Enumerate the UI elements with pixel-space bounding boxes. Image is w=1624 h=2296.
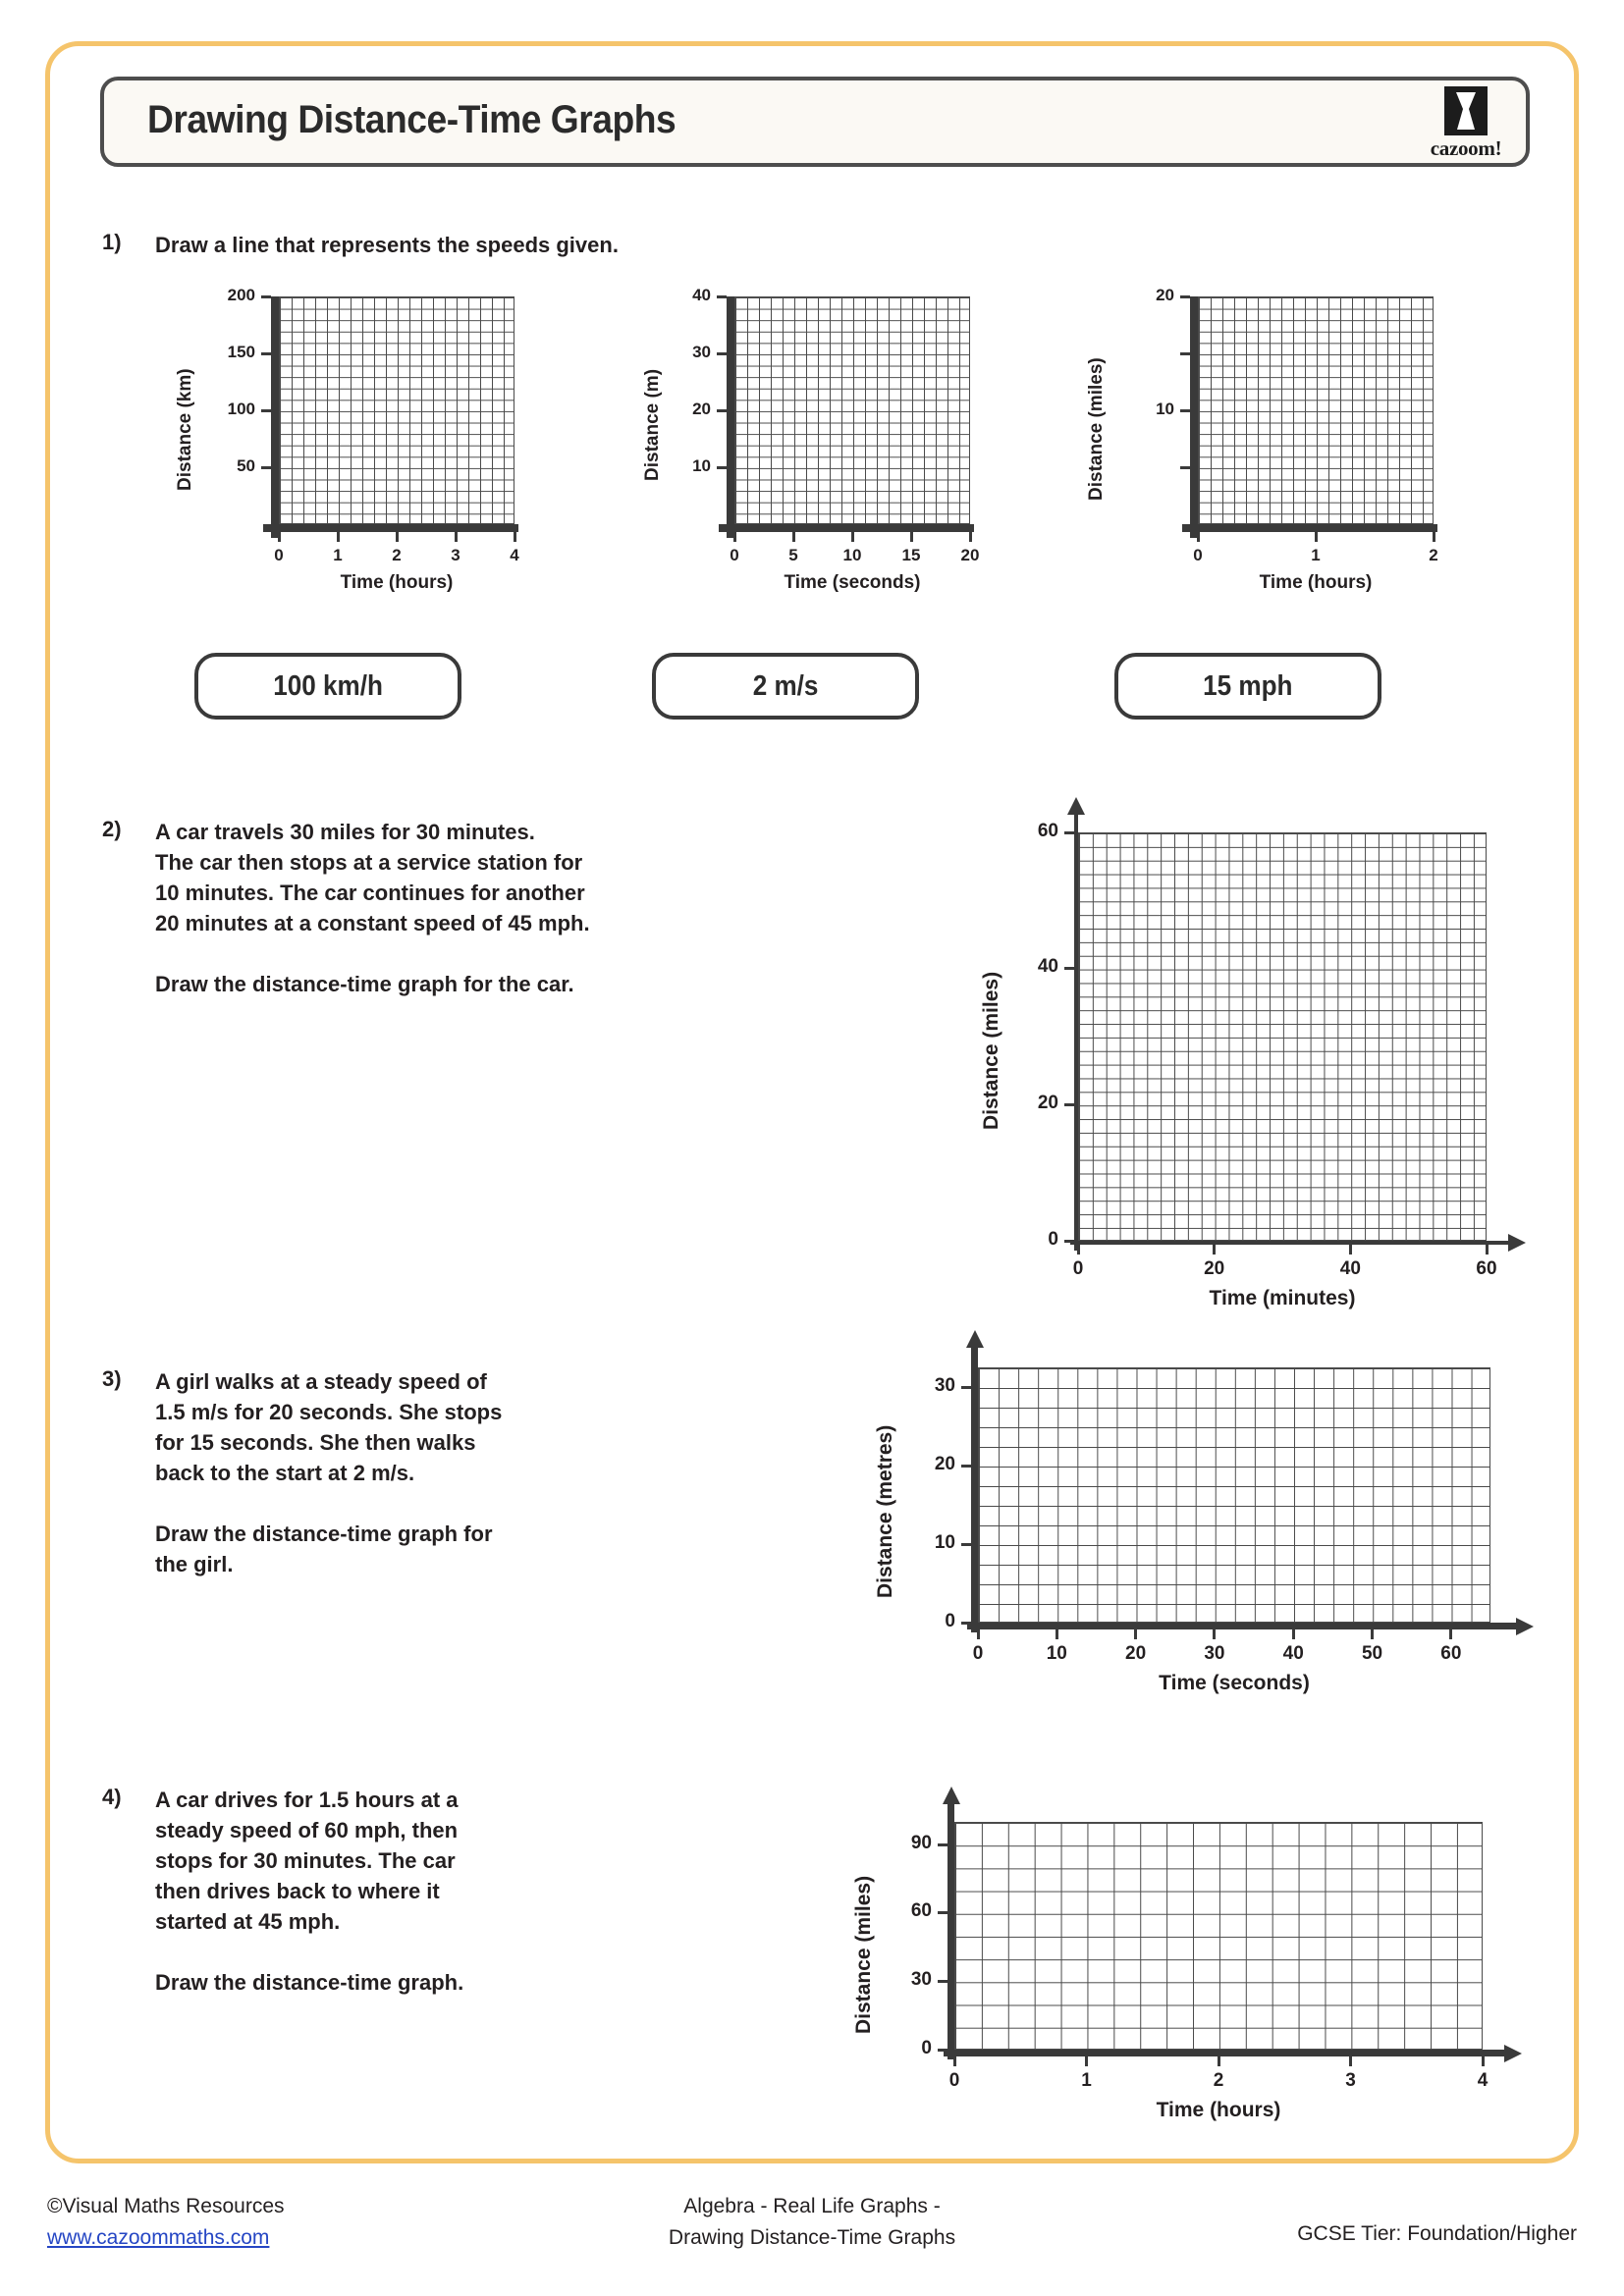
y-tick [717, 352, 727, 355]
x-axis-line [263, 524, 518, 532]
speed-pill-1-label: 100 km/h [273, 669, 383, 702]
y-tick-label: 20 [1037, 1092, 1058, 1113]
x-tick-label: 50 [1361, 1643, 1383, 1664]
x-axis-title: Time (seconds) [784, 572, 921, 593]
y-tick-label: 40 [1037, 956, 1058, 978]
footer-topic-line-1: Algebra - Real Life Graphs - [683, 2195, 941, 2217]
x-tick-label: 10 [842, 546, 862, 564]
y-tick-label: 10 [692, 455, 711, 475]
x-axis-line [719, 524, 974, 532]
y-axis-arrow-icon [1067, 797, 1085, 815]
question-2-line: The car then stops at a service station for [155, 850, 583, 875]
graph-q3 [862, 1320, 1549, 1729]
x-axis-title: Time (minutes) [1209, 1287, 1356, 1309]
y-axis-title: Distance (miles) [980, 971, 1002, 1130]
question-4-blank [155, 1937, 646, 1967]
x-tick [953, 2056, 956, 2066]
question-4-line: then drives back to where it [155, 1879, 440, 1903]
x-axis-title: Time (hours) [1156, 2099, 1281, 2121]
x-axis-title: Time (hours) [1259, 572, 1373, 593]
footer-tier: GCSE Tier: Foundation/Higher [1297, 2222, 1577, 2245]
y-tick [938, 1980, 947, 1983]
x-tick-label: 2 [392, 546, 402, 564]
y-tick [1064, 967, 1074, 970]
x-tick [396, 532, 399, 542]
graph-q1-b [628, 285, 1009, 613]
x-tick [1085, 2056, 1088, 2066]
question-3-line: 1.5 m/s for 20 seconds. She stops [155, 1400, 503, 1424]
x-tick-label: 0 [274, 546, 284, 564]
x-tick-label: 20 [960, 546, 980, 564]
graph-q1-c [1086, 285, 1473, 613]
x-tick-label: 2 [1429, 546, 1438, 564]
question-3-blank [155, 1488, 666, 1519]
speed-pill-2-label: 2 m/s [752, 669, 819, 702]
y-tick-label: 150 [227, 342, 255, 361]
question-2-blank [155, 938, 784, 969]
y-tick [1180, 466, 1190, 469]
x-tick [792, 532, 795, 542]
y-tick [1064, 1240, 1074, 1243]
x-tick [514, 532, 516, 542]
y-tick [261, 295, 271, 298]
x-tick [1134, 1629, 1137, 1639]
x-axis-line [967, 1623, 1516, 1629]
y-tick-label: 200 [227, 285, 255, 304]
plot-grid [734, 296, 970, 524]
x-tick-label: 2 [1213, 2070, 1224, 2091]
question-4-text [155, 1785, 646, 1998]
speed-pill-3 [1114, 653, 1381, 720]
y-tick [938, 1843, 947, 1846]
x-tick-label: 0 [1072, 1258, 1084, 1279]
x-tick [969, 532, 972, 542]
x-tick [455, 532, 458, 542]
y-tick-label: 60 [910, 1900, 932, 1922]
y-axis-title: Distance (miles) [852, 1875, 875, 2034]
question-3-line: the girl. [155, 1552, 234, 1576]
x-tick [1349, 1245, 1352, 1255]
y-tick-label: 0 [921, 2037, 932, 2058]
y-tick [1064, 1103, 1074, 1106]
question-1-text [155, 230, 1039, 260]
y-tick-label: 50 [237, 455, 255, 475]
x-tick-label: 20 [1125, 1643, 1147, 1664]
logo-wordmark: cazoom! [1430, 136, 1502, 160]
y-tick-label: 30 [934, 1374, 955, 1396]
x-tick-label: 30 [1204, 1643, 1225, 1664]
question-3-line: A girl walks at a steady speed of [155, 1369, 487, 1394]
x-axis-arrow-icon [1504, 2045, 1522, 2062]
question-3-text [155, 1366, 666, 1579]
worksheet-header [100, 77, 1530, 167]
x-tick-label: 10 [1046, 1643, 1067, 1664]
y-tick [938, 2049, 947, 2052]
speed-pill-3-label: 15 mph [1203, 669, 1293, 702]
y-tick-label: 10 [1156, 399, 1174, 418]
y-tick-label: 20 [934, 1453, 955, 1474]
plot-grid [954, 1822, 1483, 2050]
x-tick [1292, 1629, 1295, 1639]
x-tick [1433, 532, 1435, 542]
question-1-line: Draw a line that represents the speeds given. [155, 233, 619, 257]
plot-grid [1198, 296, 1434, 524]
hourglass-icon [1444, 86, 1488, 135]
y-tick-label: 0 [1048, 1228, 1058, 1250]
footer-center [669, 2191, 955, 2254]
y-tick-label: 10 [934, 1531, 955, 1553]
x-tick-label: 4 [510, 546, 519, 564]
y-tick-label: 40 [692, 285, 711, 304]
y-axis-title: Distance (metres) [874, 1424, 896, 1598]
y-tick [261, 409, 271, 412]
question-2-text [155, 817, 784, 999]
x-tick [1197, 532, 1200, 542]
y-tick [1064, 831, 1074, 834]
y-axis-title: Distance (km) [175, 368, 195, 491]
y-axis-line [1190, 296, 1198, 538]
y-tick [961, 1622, 971, 1625]
x-tick [337, 532, 340, 542]
x-tick [851, 532, 854, 542]
y-axis-arrow-icon [943, 1787, 960, 1804]
y-tick [717, 466, 727, 469]
y-tick [1180, 352, 1190, 355]
plot-grid [279, 296, 514, 524]
question-3-line: back to the start at 2 m/s. [155, 1461, 415, 1485]
y-axis-title: Distance (m) [642, 368, 663, 481]
question-4-line: started at 45 mph. [155, 1909, 341, 1934]
x-tick-label: 3 [1345, 2070, 1356, 2091]
x-tick-label: 0 [730, 546, 739, 564]
x-tick-label: 1 [1081, 2070, 1092, 2091]
question-2-line: Draw the distance-time graph for the car. [155, 972, 574, 996]
y-axis-line [971, 1348, 978, 1632]
question-3-line: for 15 seconds. She then walks [155, 1430, 476, 1455]
y-tick [961, 1465, 971, 1468]
y-axis-line [727, 296, 734, 538]
y-tick-label: 30 [692, 342, 711, 361]
question-2-line: A car travels 30 miles for 30 minutes. [155, 820, 535, 844]
x-tick [1213, 1245, 1216, 1255]
x-tick [910, 532, 913, 542]
x-axis-title: Time (hours) [340, 572, 454, 593]
footer-topic-line-2: Drawing Distance-Time Graphs [668, 2226, 956, 2249]
x-tick [1371, 1629, 1374, 1639]
cazoommaths-link[interactable]: www.cazoommaths.com [47, 2226, 270, 2249]
y-tick-label: 20 [692, 399, 711, 418]
question-3-line: Draw the distance-time graph for [155, 1522, 493, 1546]
y-axis-line [271, 296, 279, 538]
x-tick [977, 1629, 980, 1639]
x-axis-arrow-icon [1508, 1234, 1526, 1252]
x-tick-label: 20 [1204, 1258, 1225, 1279]
x-tick [1077, 1245, 1080, 1255]
x-tick-label: 1 [333, 546, 343, 564]
y-axis-title: Distance (miles) [1086, 357, 1107, 501]
x-axis-arrow-icon [1516, 1618, 1534, 1635]
y-axis-arrow-icon [966, 1330, 984, 1348]
speed-pill-1 [194, 653, 461, 720]
question-2-line: 20 minutes at a constant speed of 45 mph. [155, 911, 590, 935]
question-4-number: 4) [102, 1785, 122, 1809]
x-axis-line [1182, 524, 1437, 532]
x-tick-label: 40 [1339, 1258, 1361, 1279]
x-tick-label: 60 [1440, 1643, 1462, 1664]
y-tick-label: 0 [945, 1610, 955, 1631]
y-tick-label: 20 [1156, 285, 1174, 304]
y-tick [261, 466, 271, 469]
question-2-line: 10 minutes. The car continues for another [155, 881, 585, 905]
x-tick-label: 0 [1193, 546, 1203, 564]
y-tick [961, 1543, 971, 1546]
question-3-number: 3) [102, 1366, 122, 1391]
plot-grid [978, 1367, 1490, 1623]
x-tick-label: 0 [948, 2070, 960, 2091]
copyright-text: ©Visual Maths Resources [47, 2195, 285, 2217]
y-axis-line [947, 1804, 954, 2059]
x-tick [733, 532, 736, 542]
x-axis-line [944, 2050, 1504, 2056]
page-footer [0, 2191, 1624, 2289]
graph-q4 [842, 1777, 1542, 2154]
y-axis-line [1074, 815, 1078, 1251]
cazoom-logo [1420, 86, 1512, 163]
x-tick-label: 4 [1477, 2070, 1489, 2091]
x-tick [1486, 1245, 1489, 1255]
x-tick [1315, 532, 1318, 542]
y-tick-label: 100 [227, 399, 255, 418]
y-tick [961, 1386, 971, 1389]
x-tick [1056, 1629, 1058, 1639]
question-4-line: A car drives for 1.5 hours at a [155, 1788, 459, 1812]
y-tick [261, 352, 271, 355]
x-axis-title: Time (seconds) [1159, 1672, 1310, 1694]
page-title: Drawing Distance-Time Graphs [147, 98, 677, 141]
x-tick-label: 40 [1282, 1643, 1304, 1664]
x-tick-label: 15 [901, 546, 921, 564]
question-4-line: stops for 30 minutes. The car [155, 1848, 456, 1873]
question-4-line: Draw the distance-time graph. [155, 1970, 464, 1995]
graph-q2 [960, 785, 1545, 1349]
y-tick-label: 30 [910, 1968, 932, 1990]
y-tick-label: 90 [910, 1832, 932, 1853]
x-axis-line [1070, 1241, 1508, 1245]
y-tick [938, 1911, 947, 1914]
x-tick [1218, 2056, 1220, 2066]
graph-q1-a [173, 285, 554, 613]
y-tick [717, 409, 727, 412]
x-tick [278, 532, 281, 542]
x-tick [1349, 2056, 1352, 2066]
x-tick-label: 60 [1476, 1258, 1497, 1279]
question-2-number: 2) [102, 817, 122, 841]
question-1-number: 1) [102, 230, 122, 254]
x-tick-label: 0 [972, 1643, 984, 1664]
y-tick [1180, 409, 1190, 412]
plot-grid [1078, 832, 1487, 1241]
y-tick [717, 295, 727, 298]
x-tick [1213, 1629, 1216, 1639]
x-tick-label: 3 [451, 546, 460, 564]
y-tick-label: 60 [1037, 820, 1058, 841]
x-tick-label: 5 [788, 546, 798, 564]
x-tick [1482, 2056, 1485, 2066]
y-tick [1180, 295, 1190, 298]
question-4-line: steady speed of 60 mph, then [155, 1818, 459, 1842]
speed-pill-2 [652, 653, 919, 720]
x-tick-label: 1 [1311, 546, 1321, 564]
x-tick [1449, 1629, 1452, 1639]
footer-left [47, 2191, 285, 2254]
